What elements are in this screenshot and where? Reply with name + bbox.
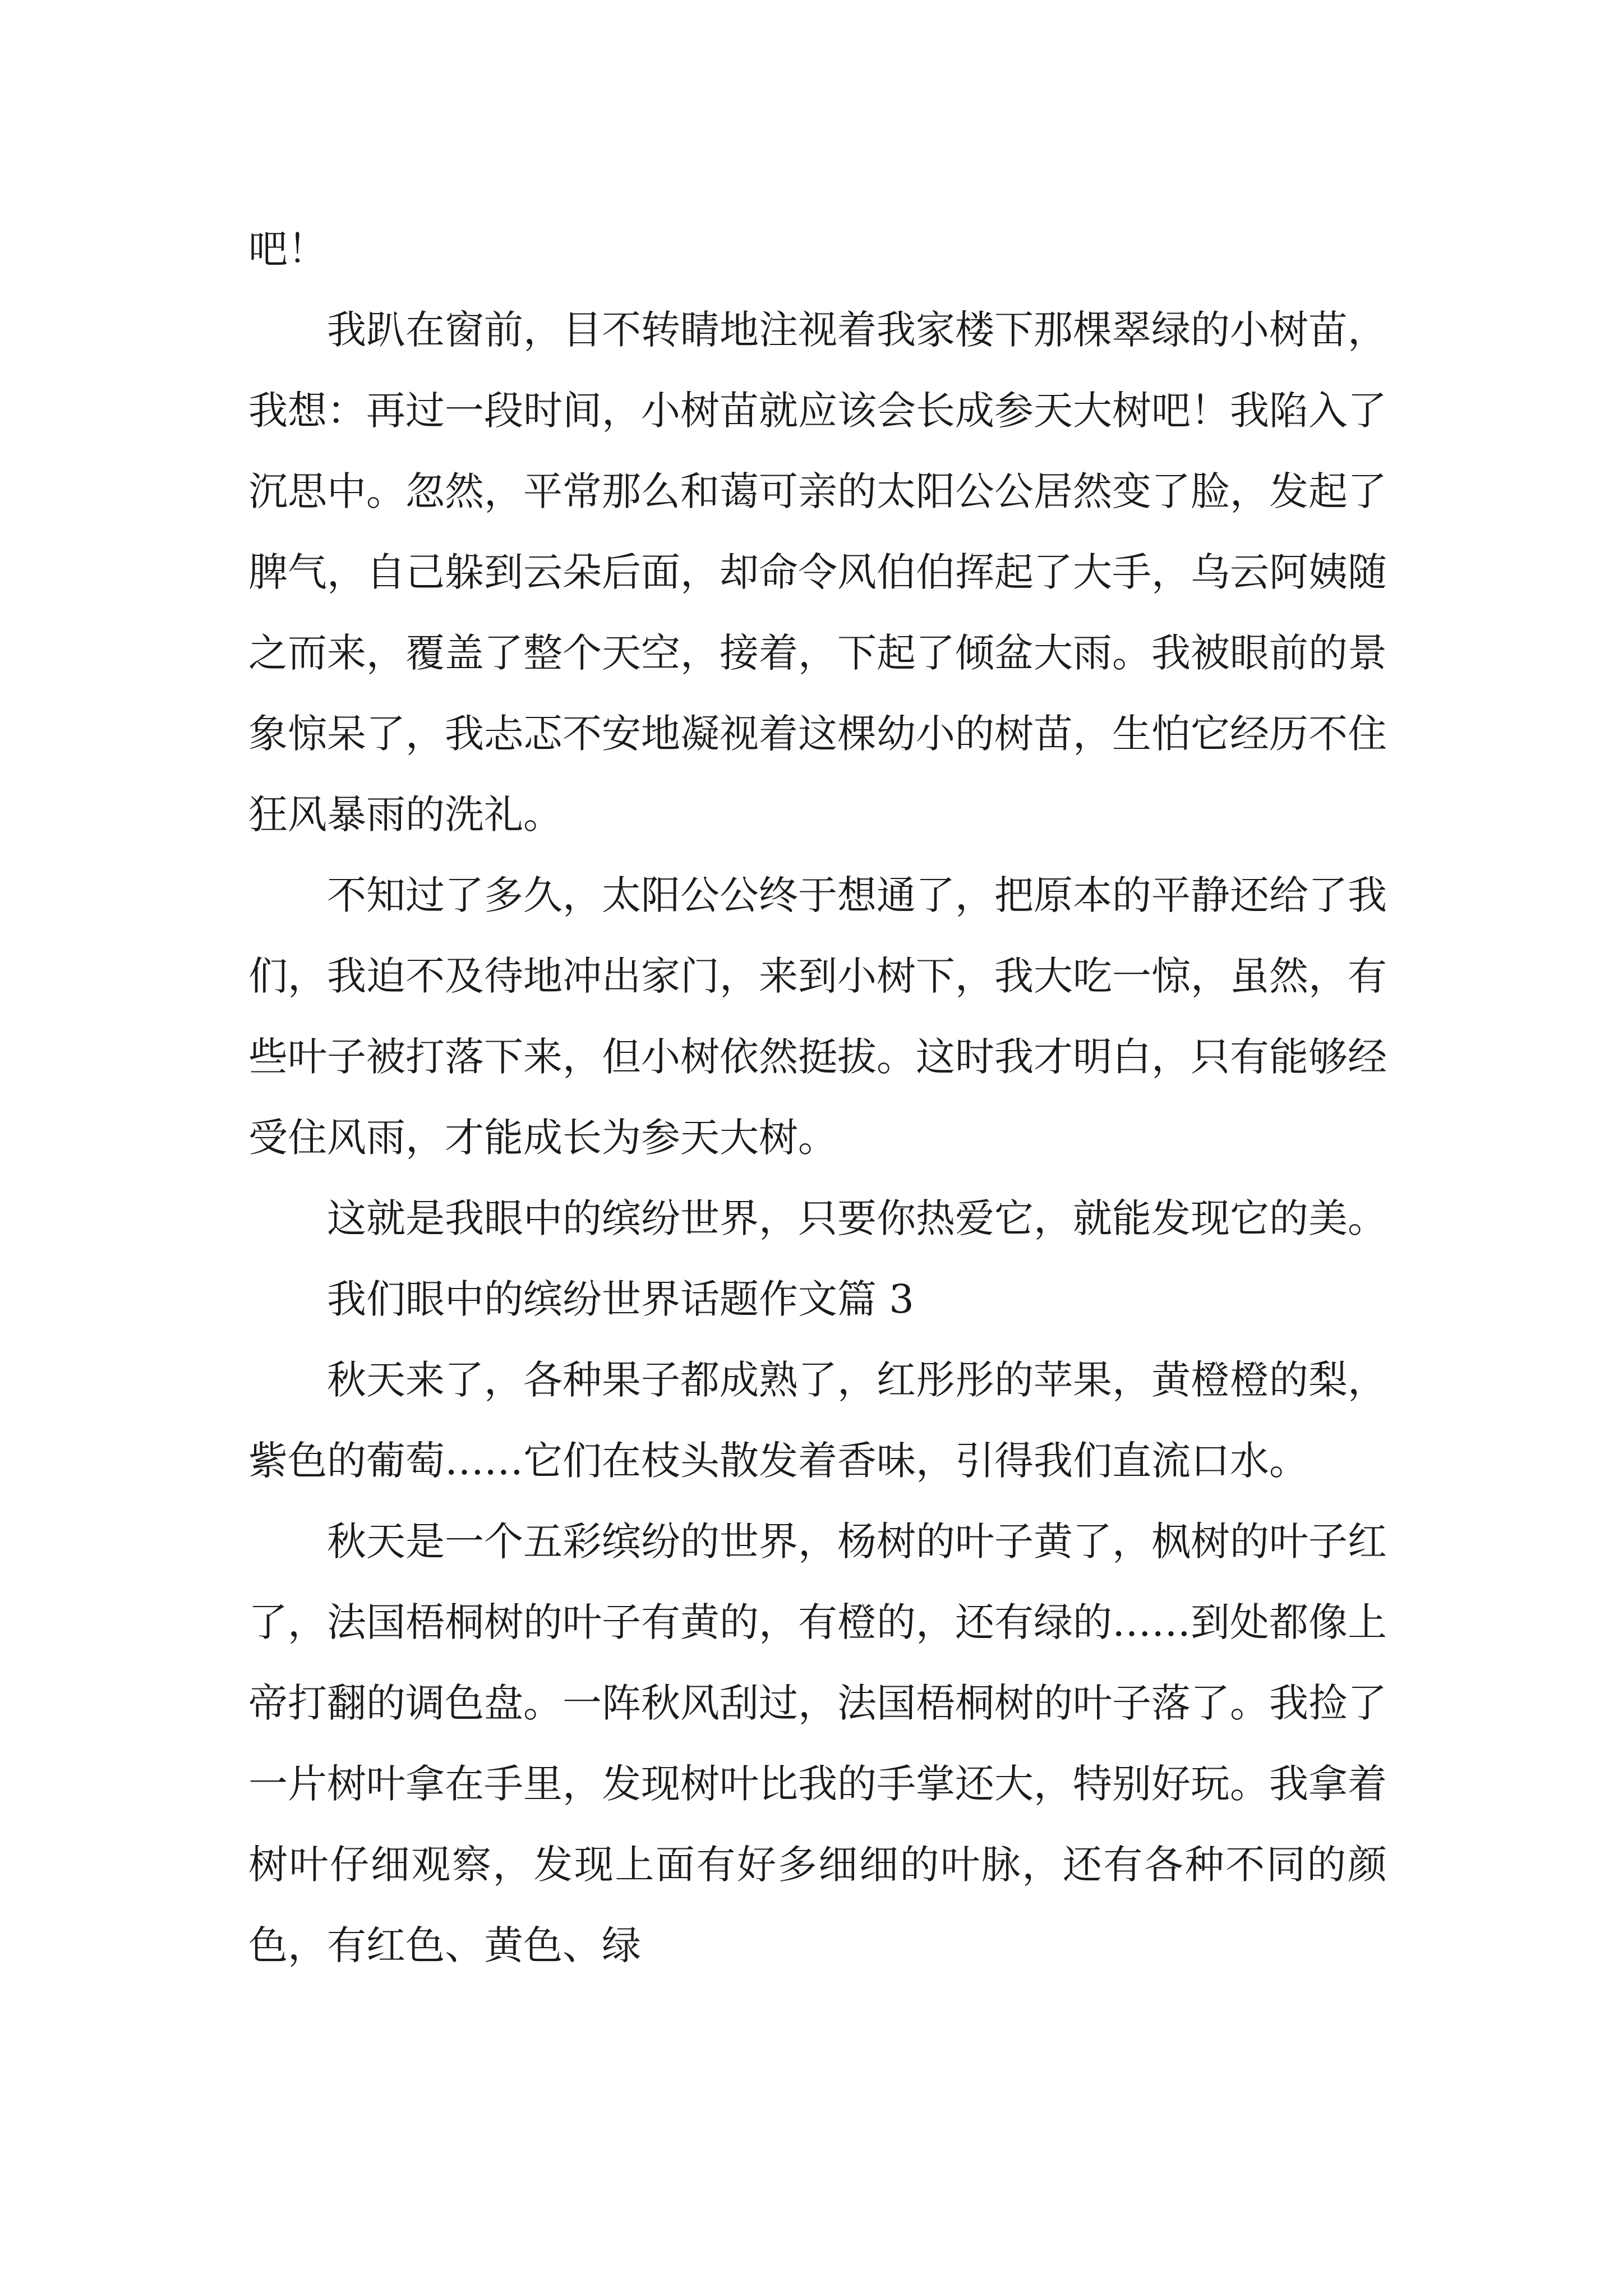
section-heading: 我们眼中的缤纷世界话题作文篇 3 [327, 1276, 914, 1322]
paragraph-sapling-storm: 我趴在窗前，目不转睛地注视着我家楼下那棵翠绿的小树苗，我想：再过一段时间，小树苗就应该会长成参天大树吧！我陷入了沉思中。忽然，平常那么和蔼可亲的太阳公公居然变了脸，发起了脾气，自己躲到云朵后面，却命令风伯伯挥起了大手，乌云阿姨随之而来，覆盖了整个天空，接着，下起了倾盆大雨。我被眼前的景象惊呆了，我忐忑不安地凝视着这棵幼小的树苗，生怕它经历不住狂风暴雨的洗礼。 [248, 307, 1387, 838]
paragraph-continuation: 吧！ [248, 226, 327, 272]
paragraph-autumn-fruits: 秋天来了，各种果子都成熟了，红彤彤的苹果，黄橙橙的梨，紫色的葡萄……它们在枝头散发着香味，引得我们直流口水。 [248, 1357, 1387, 1484]
paragraph-autumn-leaves: 秋天是一个五彩缤纷的世界，杨树的叶子黄了，枫树的叶子红了，法国梧桐树的叶子有黄的，有橙的，还有绿的……到处都像上帝打翻的调色盘。一阵秋风刮过，法国梧桐树的叶子落了。我捡了一片树叶拿在手里，发现树叶比我的手掌还大，特别好玩。我拿着树叶仔细观察，发现上面有好多细细的叶脉，还有各种不同的颜色，有红色、黄色、绿 [248, 1519, 1387, 1968]
document-body [248, 209, 1387, 1986]
paragraph-colorful-world: 这就是我眼中的缤纷世界，只要你热爱它，就能发现它的美。 [327, 1195, 1387, 1241]
paragraph-sun-returns: 不知过了多久，太阳公公终于想通了，把原本的平静还给了我们，我迫不及待地冲出家门，来到小树下，我大吃一惊，虽然，有些叶子被打落下来，但小树依然挺拔。这时我才明白，只有能够经受住风雨，才能成长为参天大树。 [248, 872, 1387, 1161]
